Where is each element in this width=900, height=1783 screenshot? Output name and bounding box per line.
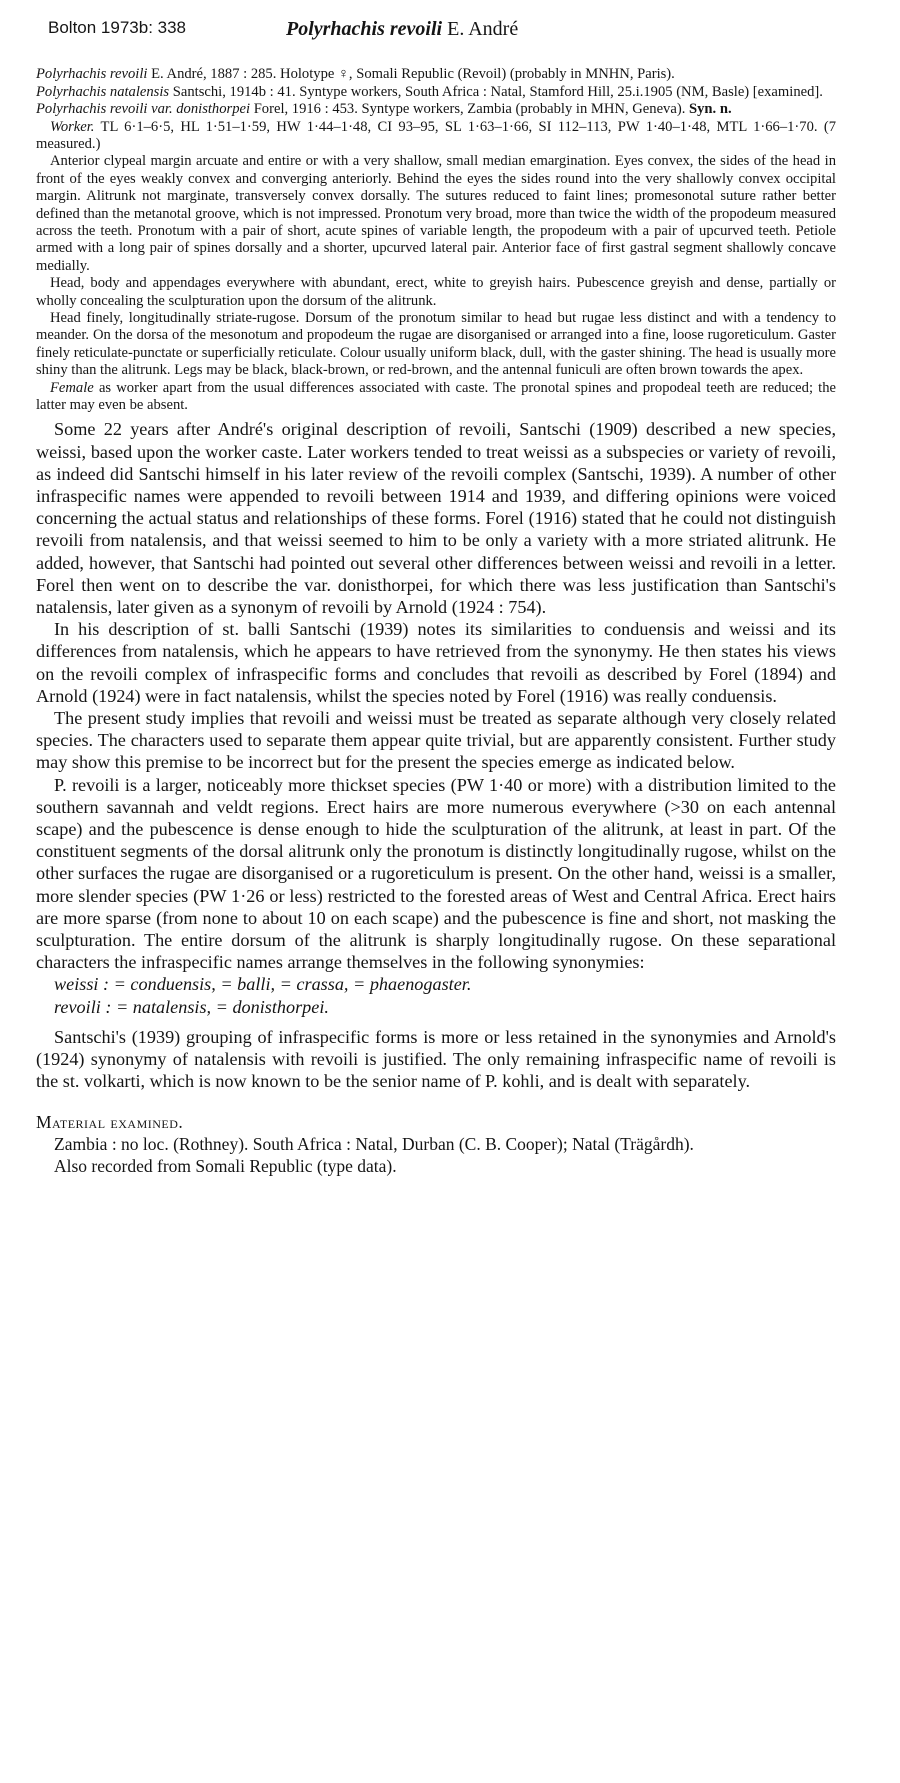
synonym-name: Polyrhachis revoili var. donisthorpei [36,101,251,117]
material-section [36,1111,836,1177]
female-description: Female as worker apart from the usual differences associated with caste. The pronotal spines and propodeal teeth are reduced; the latter may even be absent. [36,379,836,413]
synonym-entry [36,101,836,119]
synonymy-list [36,66,836,119]
material-line: Zambia : no loc. (Rothney). South Africa : Natal, Durban (C. B. Cooper); Natal (Trägårdh). [54,1133,694,1154]
discussion-paragraph: In his description of st. balli Santschi (1939) notes its similarities to conduensis and weissi and its differences from natalensis, which he appears to have retrieved from the synonymy. He then states his views on the revoili complex of infraspecific forms and concludes that revoili as described by Forel (1894) and Arnold (1924) were in fact natalensis, whilst the species noted by Forel (1916) was really conduensis. [36,619,836,706]
synonym-name: Polyrhachis revoili [36,66,148,82]
synonym-entry [36,66,836,84]
discussion-section [36,418,836,1092]
synonym-text: Santschi, 1914b : 41. Syntype workers, South Africa : Natal, Stamford Hill, 25.i.1905 (NM, Basle) [examined]. [172,83,823,100]
discussion-paragraph: The present study implies that revoili and weissi must be treated as separate although very closely related species. The characters used to separate them appear quite trivial, but are apparently consistent. Further study may show this premise to be incorrect but for the present the species emerge as indicated below. [36,708,836,773]
synonymy-line: revoili : = natalensis, = donisthorpei. [54,996,329,1017]
reference-label: Bolton 1973b: 338 [48,18,187,37]
discussion-paragraph: Some 22 years after André's original description of revoili, Santschi (1909) described a new species, weissi, based upon the worker caste. Later workers tended to treat weissi as a subspecies or variety of revoili, as indeed did Santschi himself in his later review of the revoili complex (Santschi, 1939). A number of other infraspecific names were appended to revoili between 1914 and 1939, and differing opinions were voiced concerning the actual status and relationships of these forms. Forel (1916) stated that he could not distinguish revoili from natalensis, and that weissi seemed to him to be only a variety with a more striated alitrunk. He added, however, that Santschi had pointed out several other differences between weissi and revoili in a letter. Forel then went on to describe the var. donisthorpei, for which there was less justification than Santschi's natalensis, later given as a synonym of revoili by Arnold (1924 : 754). [36,419,836,618]
page [36,8,836,1177]
description-paragraph: Anterior clypeal margin arcuate and entire or with a very shallow, small median emargination. Eyes convex, the sides of the head in front of the eyes weakly convex and converging anteriorly. Behind the eyes the sides round into the very shallowly convex occipital margin. Alitrunk not marginate, transversely convex dorsally. The sutures reduced to faint lines; promesonotal suture rather better defined than the metanotal groove, which is not impressed. Pronotum very broad, more than twice the width of the propodeum measured across the teeth. Pronotum with a pair of short, acute spines of variable length, the propodeum with a pair of upcurved teeth. Petiole armed with a long pair of spines dorsally and a shorter, upcurved lateral pair. Anterior face of first gastral segment shallowly concave medially. [36,153,836,274]
worker-measurements: Worker. TL 6·1–6·5, HL 1·51–1·59, HW 1·44–1·48, CI 93–95, SL 1·63–1·66, SI 112–113, PW 1·40–1·48, MTL 1·66–1·70. (7 measured.) [36,118,837,152]
female-label: Female [50,379,94,396]
title-author: E. André [447,18,519,40]
title-species: Polyrhachis revoili [286,18,443,40]
synonymy-line: weissi : = conduensis, = balli, = crassa, = phaenogaster. [54,974,472,995]
material-line: Also recorded from Somali Republic (type data). [54,1155,397,1176]
synonym-name: Polyrhachis natalensis [36,83,170,100]
discussion-paragraph: Santschi's (1939) grouping of infraspecific forms is more or less retained in the synonymies and Arnold's (1924) synonymy of natalensis with revoili is justified. The only remaining infraspecific name of revoili is the st. volkarti, which is now known to be the senior name of P. kohli, and is dealt with separately. [36,1026,836,1092]
worker-label: Worker. [50,118,95,135]
description-paragraph: Head finely, longitudinally striate-rugose. Dorsum of the pronotum similar to head but rugae less distinct and with a tendency to meander. On the dorsa of the mesonotum and propodeum the rugae are disorganised or arranged into a fine, loose rugoreticulum. Gaster finely reticulate-punctate or superficially reticulate. Colour usually uniform black, dull, with the gaster shining. The head is usually more shiny than the alitrunk. Legs may be black, black-brown, or red-brown, and the antennal funiculi are often brown towards the apex. [36,309,836,379]
synonym-entry [36,84,836,102]
discussion-paragraph: P. revoili is a larger, noticeably more thickset species (PW 1·40 or more) with a distribution limited to the southern savannah and veldt regions. Erect hairs are more numerous everywhere (>30 on each antennal scape) and the pubescence is dense enough to hide the sculpturation of the alitrunk, at least in part. Of the constituent segments of the dorsal alitrunk only the pronotum is distinctly longitudinally rugose, whilst on the other surfaces the rugae are disorganised or a rugoreticulum is present. On the other hand, weissi is a smaller, more slender species (PW 1·26 or less) restricted to the forested areas of West and Central Africa. Erect hairs are more sparse (from none to about 10 on each scape) and the pubescence is fine and short, not masking the sculpturation. The entire dorsum of the alitrunk is sharply longitudinally rugose. On these separational characters the infraspecific names arrange themselves in the following synonymies: [36,774,836,973]
page-title [286,18,518,41]
synonym-text: E. André, 1887 : 285. Holotype ♀, Somali Republic (Revoil) (probably in MNHN, Paris). [151,66,675,82]
synonym-text: Forel, 1916 : 453. Syntype workers, Zambia (probably in MHN, Geneva). [253,101,686,117]
description-paragraph: Head, body and appendages everywhere with abundant, erect, white to greyish hairs. Pubescence greyish and dense, partially or wholly concealing the sculpturation upon the dorsum of the alitrunk. [36,275,836,309]
description-section [36,119,836,415]
material-heading: Material examined. [36,1111,184,1132]
page-header [36,8,836,54]
synonym-status: Syn. n. [689,101,732,117]
